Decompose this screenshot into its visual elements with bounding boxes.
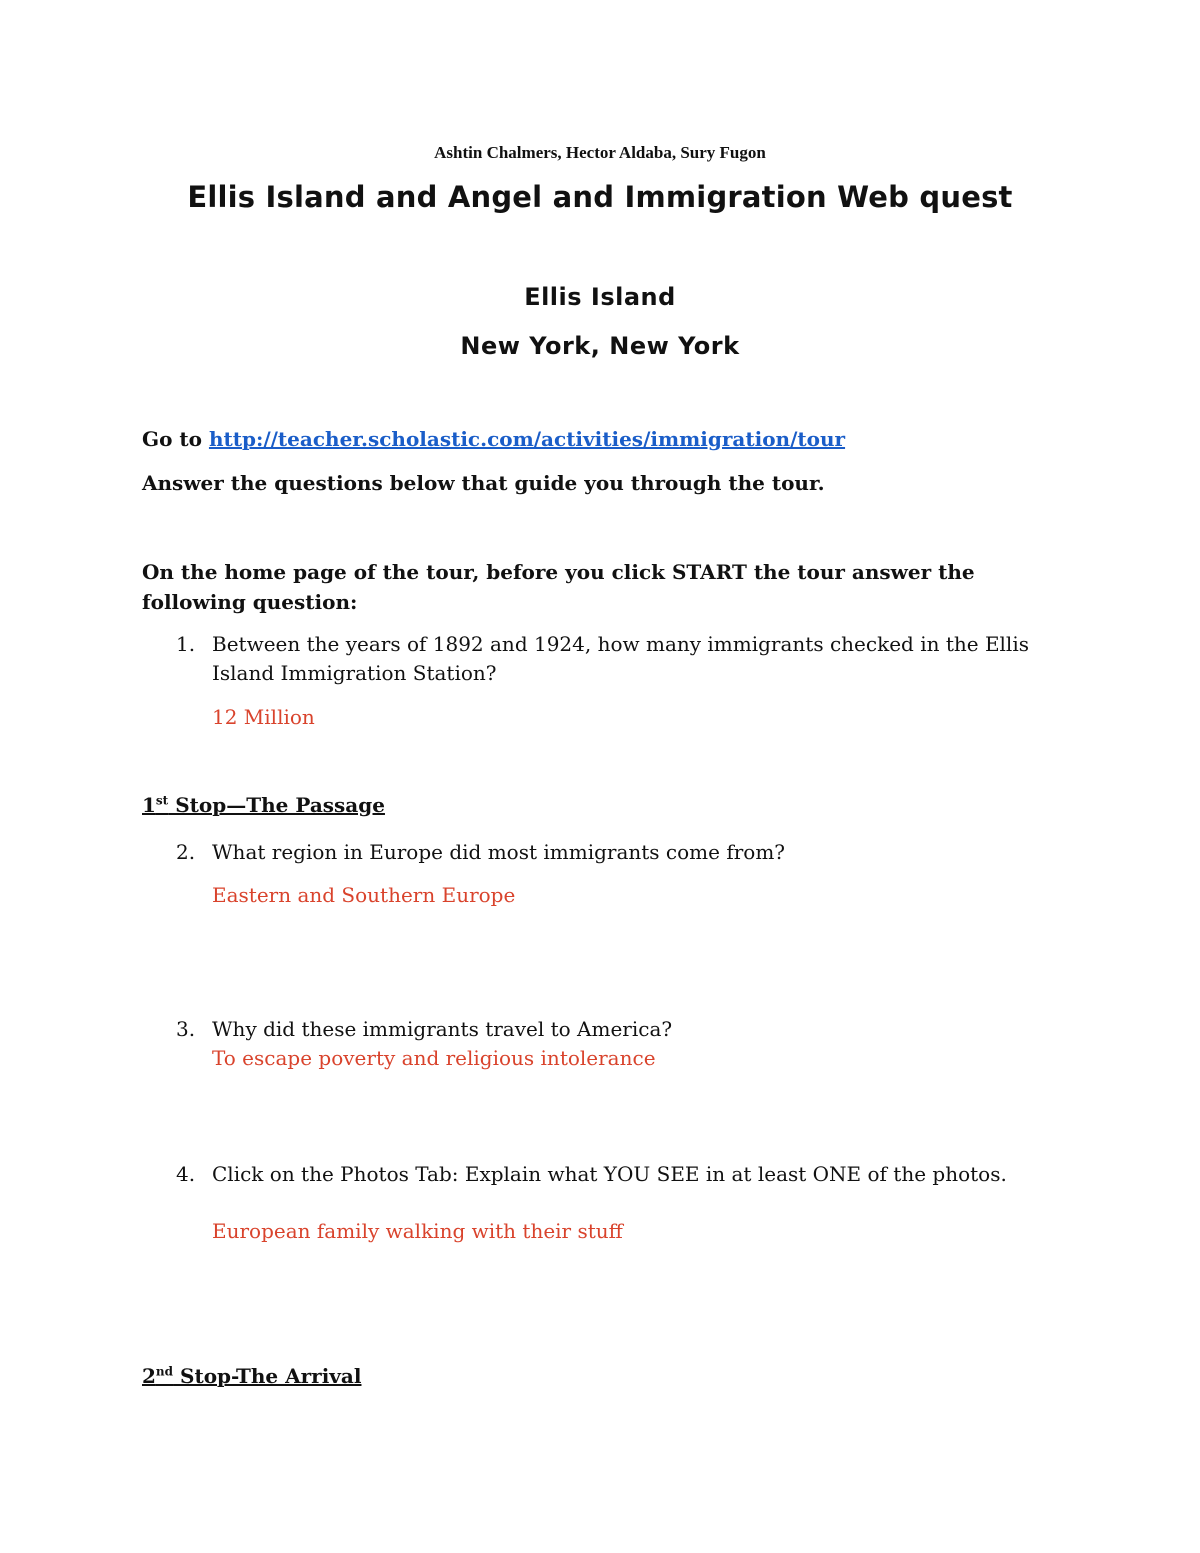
tour-link[interactable]: http://teacher.scholastic.com/activities/immigration/tour [208,427,846,451]
question-number: 2. [176,840,196,864]
question-text: What region in Europe did most immigrants come from? [212,840,786,864]
subtitle-city: New York, New York [460,332,740,360]
go-to-label: Go to [142,427,209,451]
stop-number: 1 [142,793,156,817]
question-text: Click on the Photos Tab: Explain what YOU SEE in at least ONE of the photos. [212,1162,1007,1186]
question-1 [176,630,1056,688]
answer-3: To escape poverty and religious intolerance [212,1046,656,1070]
question-number: 1. [176,632,196,656]
stop-label: Stop-The Arrival [173,1364,362,1388]
go-to-line [142,424,845,454]
stop-number: 2 [142,1364,156,1388]
question-text: Why did these immigrants travel to America? [212,1017,673,1041]
answer-2: Eastern and Southern Europe [212,883,516,907]
stop-heading-arrival [142,1364,361,1388]
question-2 [176,838,1056,867]
answer-4: European family walking with their stuff [212,1219,623,1243]
authors-line: Ashtin Chalmers, Hector Aldaba, Sury Fugon [434,143,766,162]
question-3 [176,1015,1056,1044]
subtitle-location: Ellis Island [524,283,676,311]
stop-heading-passage [142,793,385,817]
question-number: 3. [176,1017,196,1041]
stop-ordinal: nd [155,1364,174,1379]
stop-ordinal: st [155,793,169,808]
question-text: Between the years of 1892 and 1924, how many immigrants checked in the Ellis Island Immigration Station? [212,632,1029,685]
home-page-note: On the home page of the tour, before you click START the tour answer the following question: [142,560,975,614]
instruction-text: Answer the questions below that guide you through the tour. [142,471,825,495]
page-title: Ellis Island and Angel and Immigration Web quest [187,180,1013,214]
answer-1: 12 Million [212,705,315,729]
question-number: 4. [176,1162,196,1186]
stop-label: Stop—The Passage [168,793,385,817]
question-4 [176,1160,1056,1189]
